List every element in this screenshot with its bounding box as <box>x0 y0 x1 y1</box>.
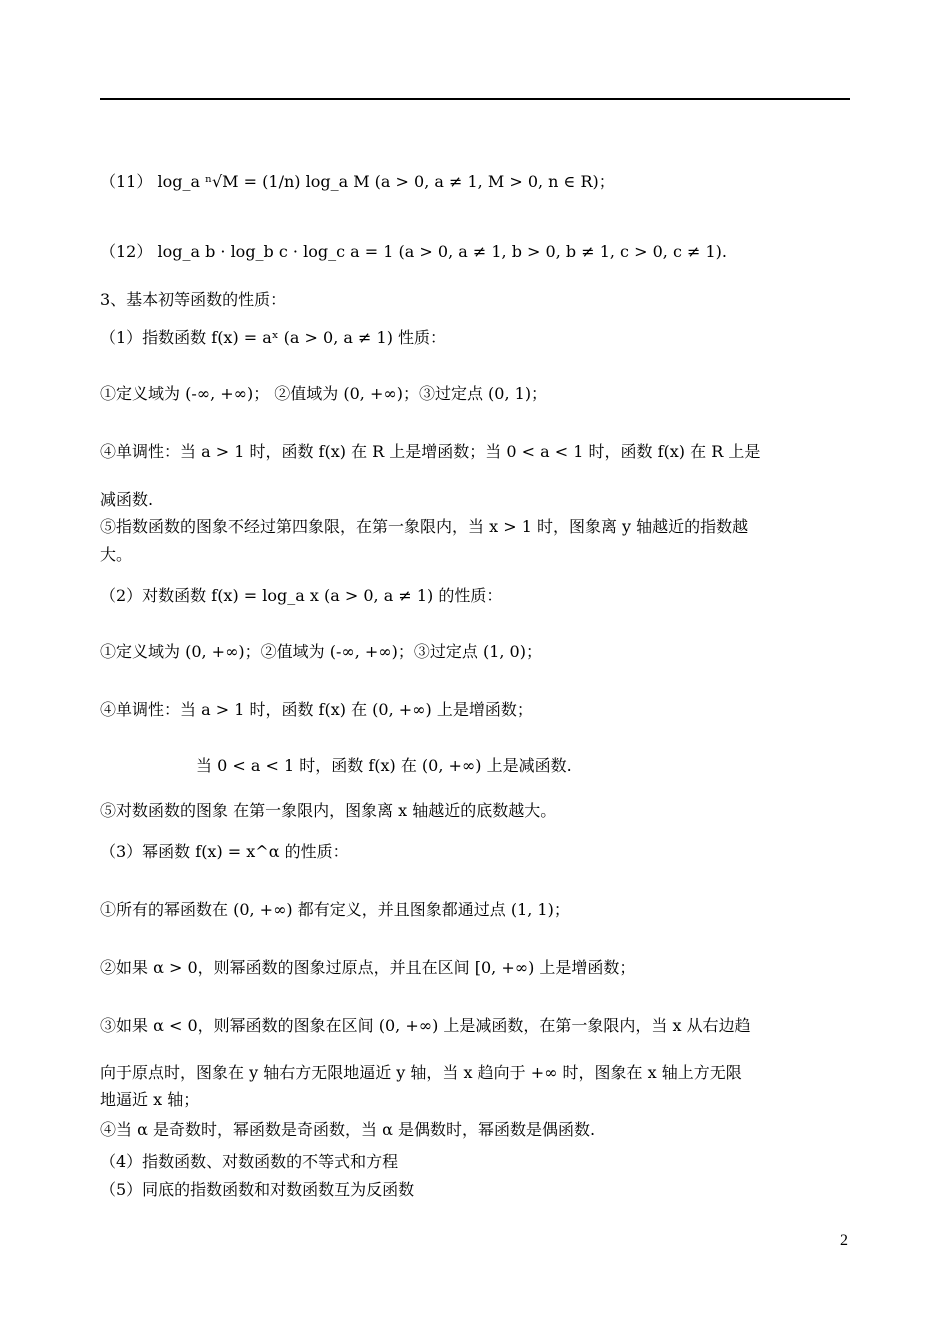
formula-11: （11） log_a ⁿ√M = (1/n) log_a M (a > 0, a ≠ 1, M > 0, n ∈ R)； <box>100 172 615 191</box>
subheading-power: （3）幂函数 f(x) = x^α 的性质： <box>100 842 349 861</box>
section-heading-3: 3、基本初等函数的性质： <box>100 290 287 309</box>
exp-property-5: ⑤指数函数的图象不经过第四象限，在第一象限内，当 x > 1 时，图象离 y 轴越近的指数越 <box>100 517 749 536</box>
log-property-5: ⑤对数函数的图象 在第一象限内，图象离 x 轴越近的底数越大。 <box>100 801 557 820</box>
log-property-4b: 当 0 < a < 1 时，函数 f(x) 在 (0, +∞) 上是减函数. <box>196 756 572 775</box>
page-number: 2 <box>840 1232 848 1249</box>
subheading-logarithmic: （2）对数函数 f(x) = log_a x (a > 0, a ≠ 1) 的性质： <box>100 586 503 605</box>
power-property-3: ③如果 α < 0，则幂函数的图象在区间 (0, +∞) 上是减函数，在第一象限内，当 x 从右边趋 <box>100 1016 751 1035</box>
item-4: （4）指数函数、对数函数的不等式和方程 <box>100 1152 399 1171</box>
power-property-2: ②如果 α > 0，则幂函数的图象过原点，并且在区间 [0, +∞) 上是增函数； <box>100 958 636 977</box>
header-rule <box>100 98 850 100</box>
power-property-4: ④当 α 是奇数时，幂函数是奇函数，当 α 是偶数时，幂函数是偶函数. <box>100 1120 596 1139</box>
power-property-3-cont: 向于原点时，图象在 y 轴右方无限地逼近 y 轴，当 x 趋向于 +∞ 时，图象在 x 轴上方无限 <box>100 1063 742 1082</box>
exp-property-5-cont: 大。 <box>100 545 133 564</box>
exp-property-1-3: ①定义域为 (-∞, +∞)； ②值域为 (0, +∞)；③过定点 (0, 1)； <box>100 384 548 403</box>
power-property-1: ①所有的幂函数在 (0, +∞) 都有定义，并且图象都通过点 (1, 1)； <box>100 900 570 919</box>
formula-12: （12） log_a b · log_b c · log_c a = 1 (a > 0, a ≠ 1, b > 0, b ≠ 1, c > 0, c ≠ 1). <box>100 242 727 261</box>
log-property-4a: ④单调性：当 a > 1 时，函数 f(x) 在 (0, +∞) 上是增函数； <box>100 700 533 719</box>
exp-property-4-cont: 减函数. <box>100 490 154 509</box>
power-property-3-end: 地逼近 x 轴； <box>100 1090 200 1109</box>
subheading-exponential: （1）指数函数 f(x) = aˣ (a > 0, a ≠ 1) 性质： <box>100 328 447 347</box>
exp-property-4: ④单调性：当 a > 1 时，函数 f(x) 在 R 上是增函数；当 0 < a < 1 时，函数 f(x) 在 R 上是 <box>100 442 761 461</box>
item-5: （5）同底的指数函数和对数函数互为反函数 <box>100 1180 415 1199</box>
log-property-1-3: ①定义域为 (0, +∞)；②值域为 (-∞, +∞)；③过定点 (1, 0)； <box>100 642 542 661</box>
